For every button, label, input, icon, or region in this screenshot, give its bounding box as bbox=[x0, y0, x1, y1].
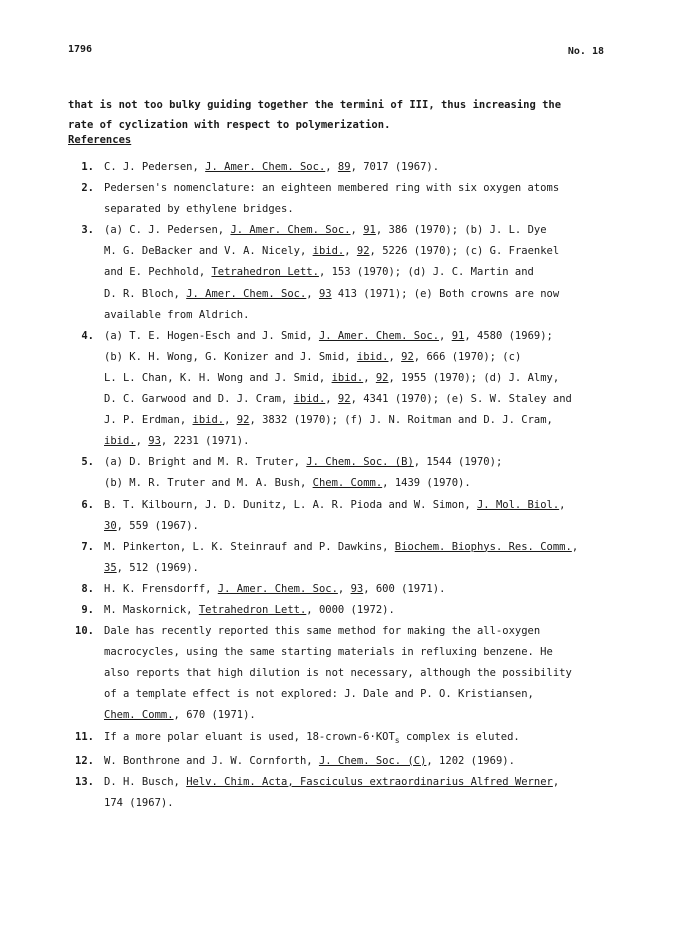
intro-line: rate of cyclization with respect to polymerization. bbox=[68, 119, 391, 131]
reference-number: 6. bbox=[81, 498, 94, 511]
journal-citation: J. Amer. Chem. Soc. bbox=[186, 287, 307, 300]
journal-citation: J. Amer. Chem. Soc. bbox=[217, 582, 338, 595]
reference-line bbox=[104, 621, 613, 642]
reference-text: , bbox=[571, 540, 579, 553]
reference-text: M. Maskornick, bbox=[104, 603, 199, 616]
reference-line bbox=[104, 347, 613, 368]
reference-line bbox=[104, 241, 613, 262]
reference-item bbox=[68, 537, 613, 579]
reference-text: , bbox=[350, 224, 364, 237]
reference-item bbox=[68, 751, 613, 772]
reference-text: , 5226 (1970); (c) G. Fraenkel bbox=[369, 245, 560, 258]
journal-citation: ibid. bbox=[104, 435, 136, 448]
reference-text: (a) D. Bright and M. R. Truter, bbox=[104, 456, 307, 469]
reference-text: B. T. Kilbourn, J. D. Dunitz, L. A. R. Pioda and W. Simon, bbox=[104, 498, 477, 511]
reference-line bbox=[104, 751, 613, 772]
reference-item bbox=[68, 157, 613, 178]
journal-citation: 91 bbox=[363, 224, 376, 237]
intro-line: that is not too bulky guiding together the termini of III, thus increasing the bbox=[68, 99, 562, 111]
reference-text: , 0000 (1972). bbox=[306, 603, 395, 616]
reference-text: , 1439 (1970). bbox=[382, 477, 471, 490]
reference-number: 3. bbox=[81, 224, 94, 237]
reference-number: 12. bbox=[75, 754, 94, 767]
reference-item bbox=[68, 600, 613, 621]
journal-citation: Chem. Comm. bbox=[312, 477, 383, 490]
journal-citation: ibid. bbox=[192, 414, 225, 427]
reference-text: , bbox=[135, 435, 149, 448]
reference-number: 13. bbox=[75, 775, 94, 788]
reference-text: (a) T. E. Hogen-Esch and J. Smid, bbox=[104, 329, 319, 342]
reference-text: , bbox=[344, 245, 357, 258]
reference-number: 9. bbox=[81, 603, 94, 616]
reference-line bbox=[104, 452, 613, 473]
reference-text: (b) M. R. Truter and M. A. Bush, bbox=[104, 477, 313, 490]
reference-item bbox=[68, 495, 613, 537]
journal-citation: 35 bbox=[104, 561, 117, 574]
reference-text: , bbox=[363, 371, 376, 384]
reference-text: , bbox=[325, 393, 338, 406]
reference-item bbox=[68, 326, 613, 453]
reference-text: also reports that high dilution is not necessary, although the possibility bbox=[104, 667, 572, 680]
reference-text: D. R. Bloch, bbox=[104, 287, 187, 300]
journal-citation: 89 bbox=[337, 161, 351, 173]
reference-text: (b) K. H. Wong, G. Konizer and J. Smid, bbox=[104, 350, 357, 363]
reference-text: , 2231 (1971). bbox=[160, 435, 250, 448]
reference-text: , 7017 (1967). bbox=[350, 161, 440, 173]
reference-item bbox=[68, 220, 613, 325]
reference-line bbox=[104, 793, 613, 814]
journal-citation: 92 bbox=[337, 393, 351, 406]
reference-text: J. P. Erdman, bbox=[104, 414, 193, 427]
reference-text: M. G. DeBacker and V. A. Nicely, bbox=[104, 245, 313, 258]
reference-text: , 1955 (1970); (d) J. Almy, bbox=[388, 371, 560, 384]
reference-text: W. Bonthrone and J. W. Cornforth, bbox=[104, 754, 319, 767]
reference-line bbox=[104, 326, 613, 347]
journal-citation: J. Amer. Chem. Soc. bbox=[205, 161, 326, 173]
reference-text: , bbox=[337, 582, 351, 595]
reference-line bbox=[104, 642, 613, 663]
reference-text: , bbox=[325, 161, 338, 173]
journal-citation: Chem. Comm. bbox=[104, 709, 174, 722]
journal-citation: ibid. bbox=[356, 350, 389, 363]
reference-line bbox=[104, 537, 613, 558]
reference-text: , 3832 (1970); (f) J. N. Roitman and D. J. Cram, bbox=[249, 414, 553, 427]
reference-line bbox=[104, 558, 613, 579]
reference-number: 4. bbox=[81, 329, 94, 342]
intro-paragraph bbox=[68, 95, 608, 135]
reference-line bbox=[104, 473, 613, 494]
reference-number: 5. bbox=[81, 456, 94, 469]
journal-citation: 91 bbox=[451, 329, 465, 342]
reference-text: , 386 (1970); (b) J. L. Dye bbox=[375, 224, 547, 237]
issue-number: No. 18 bbox=[567, 46, 604, 57]
journal-citation: 93 bbox=[350, 582, 364, 595]
reference-text: Dale has recently reported this same method for making the all-oxygen bbox=[104, 625, 541, 638]
journal-citation: J. Chem. Soc. (C) bbox=[318, 754, 427, 767]
reference-text: , 600 (1971). bbox=[363, 582, 446, 595]
reference-text: D. H. Busch, bbox=[104, 775, 187, 788]
reference-line bbox=[104, 157, 613, 178]
reference-text: D. C. Garwood and D. J. Cram, bbox=[104, 393, 294, 406]
reference-item bbox=[68, 772, 613, 814]
journal-citation: ibid. bbox=[331, 371, 364, 384]
journal-citation: ibid. bbox=[293, 393, 326, 406]
reference-text: , bbox=[224, 414, 237, 427]
reference-text: M. Pinkerton, L. K. Steinrauf and P. Dawkins, bbox=[104, 540, 395, 553]
reference-item bbox=[68, 452, 613, 494]
journal-citation: J. Chem. Soc. (B) bbox=[306, 456, 414, 469]
reference-text: macrocycles, using the same starting materials in refluxing benzene. He bbox=[104, 646, 553, 659]
reference-text: , 559 (1967). bbox=[116, 519, 199, 532]
reference-item bbox=[68, 178, 613, 220]
reference-line bbox=[104, 305, 613, 326]
reference-line bbox=[104, 199, 613, 220]
reference-line bbox=[104, 389, 613, 410]
reference-text: , 4341 (1970); (e) S. W. Staley and bbox=[350, 393, 572, 406]
reference-line bbox=[104, 600, 613, 621]
reference-number: 10. bbox=[75, 625, 94, 638]
reference-number: 8. bbox=[81, 582, 94, 595]
reference-text: , bbox=[552, 775, 560, 788]
reference-line bbox=[104, 727, 613, 751]
journal-citation: Tetrahedron Lett. bbox=[211, 266, 319, 279]
reference-text: Pedersen's nomenclature: an eighteen membered ring with six oxygen atoms bbox=[104, 182, 560, 195]
reference-text: L. L. Chan, K. H. Wong and J. Smid, bbox=[104, 371, 332, 384]
reference-text: , bbox=[559, 498, 566, 511]
journal-citation: 92 bbox=[375, 371, 389, 384]
journal-citation: Tetrahedron Lett. bbox=[198, 603, 307, 616]
reference-text: , bbox=[439, 329, 452, 342]
reference-number: 2. bbox=[81, 182, 94, 195]
journal-citation: 92 bbox=[236, 414, 250, 427]
reference-line bbox=[104, 431, 613, 452]
reference-line bbox=[104, 220, 613, 241]
reference-text: available from Aldrich. bbox=[104, 308, 250, 321]
reference-text: , 1202 (1969). bbox=[426, 754, 515, 767]
reference-line bbox=[104, 772, 613, 793]
reference-line bbox=[104, 663, 613, 684]
reference-text: 174 (1967). bbox=[104, 796, 174, 809]
reference-line bbox=[104, 495, 613, 516]
references-list bbox=[68, 157, 613, 814]
reference-text: , 670 (1971). bbox=[173, 709, 256, 722]
reference-number: 7. bbox=[81, 540, 94, 553]
reference-text: , bbox=[306, 287, 319, 300]
reference-line bbox=[104, 516, 613, 537]
journal-citation: 93 bbox=[318, 287, 332, 300]
reference-text: , bbox=[388, 350, 402, 363]
reference-text: 413 (1971); (e) Both crowns are now bbox=[331, 287, 560, 300]
reference-line bbox=[104, 579, 613, 600]
journal-citation: 93 bbox=[148, 435, 161, 448]
reference-text: and E. Pechhold, bbox=[104, 266, 212, 279]
reference-text: , 153 (1970); (d) J. C. Martin and bbox=[318, 266, 534, 279]
journal-citation: 92 bbox=[401, 350, 414, 363]
reference-text: , 1544 (1970); bbox=[413, 456, 503, 469]
reference-text: , 512 (1969). bbox=[116, 561, 199, 574]
reference-line bbox=[104, 684, 613, 705]
journal-citation: J. Amer. Chem. Soc. bbox=[318, 329, 440, 342]
reference-line bbox=[104, 178, 613, 199]
reference-text: H. K. Frensdorff, bbox=[104, 582, 218, 595]
references-heading: References bbox=[68, 134, 132, 146]
reference-line bbox=[104, 705, 613, 726]
reference-text: If a more polar eluant is used, 18-crown-6·KOT bbox=[104, 730, 395, 743]
reference-line bbox=[104, 284, 613, 305]
journal-citation: ibid. bbox=[312, 245, 345, 258]
page-number: 1796 bbox=[68, 44, 93, 55]
reference-text: , 666 (1970); (c) bbox=[413, 350, 522, 363]
reference-text: of a template effect is not explored: J. Dale and P. O. Kristiansen, bbox=[104, 688, 534, 701]
reference-item bbox=[68, 727, 613, 751]
reference-number: 1. bbox=[81, 161, 94, 173]
journal-citation: J. Amer. Chem. Soc. bbox=[230, 224, 351, 237]
journal-citation: Biochem. Biophys. Res. Comm. bbox=[394, 540, 572, 553]
journal-citation: Helv. Chim. Acta, Fasciculus extraordinarius Alfred Werner bbox=[186, 775, 553, 788]
journal-citation: J. Mol. Biol. bbox=[476, 498, 560, 511]
journal-citation: 30 bbox=[104, 519, 117, 532]
reference-number: 11. bbox=[75, 730, 94, 743]
reference-text: C. J. Pedersen, bbox=[104, 161, 206, 173]
reference-line bbox=[104, 410, 613, 431]
journal-citation: 92 bbox=[356, 245, 370, 258]
reference-text: s bbox=[394, 735, 400, 745]
reference-text: separated by ethylene bridges. bbox=[104, 203, 294, 216]
reference-text: , 4580 (1969); bbox=[464, 329, 553, 342]
reference-item bbox=[68, 621, 613, 726]
reference-text: complex is eluted. bbox=[399, 730, 520, 743]
reference-line bbox=[104, 368, 613, 389]
reference-line bbox=[104, 262, 613, 283]
reference-text: (a) C. J. Pedersen, bbox=[104, 224, 231, 237]
reference-item bbox=[68, 579, 613, 600]
